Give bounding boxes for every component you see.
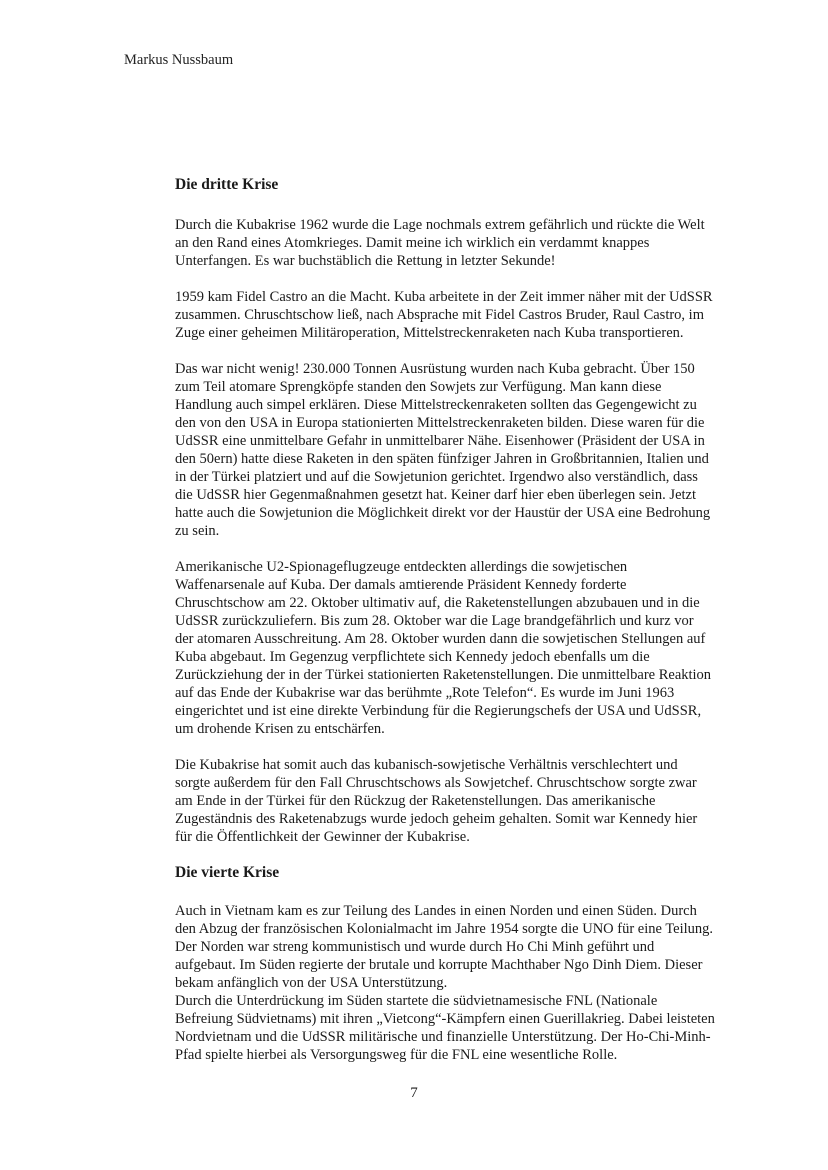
paragraph: Auch in Vietnam kam es zur Teilung des Landes in einen Norden und einen Süden. Durch den Abzug der französischen Kolonialmacht im Jahre 1954 sorgte die UNO für eine Teilung. Der Norden war streng kommunistisch und wurde durch Ho Chi Minh geführt und aufgebaut. Im Süden regierte der brutale und korrupte Machthaber Ngo Dinh Diem. Dieser bekam anfänglich von der USA Unterstützung. — [175, 903, 714, 991]
page-number: 7 — [410, 1085, 418, 1101]
paragraph: Durch die Unterdrückung im Süden startete die südvietnamesische FNL (Nationale Befreiung Südvietnams) mit ihren „Vietcong“-Kämpfern einen Guerillakrieg. Dabei leisteten Nordvietnam und die UdSSR militärische und finanzielle Unterstützung. Der Ho-Chi-Minh-Pfad spielte hierbei als Versorgungsweg für die FNL eine wesentliche Rolle. — [175, 993, 715, 1063]
paragraph: Amerikanische U2-Spionageflugzeuge entdeckten allerdings die sowjetischen Waffenarsenale auf Kuba. Der damals amtierende Präsident Kennedy forderte Chruschtschow am 22. Oktober ultimativ auf, die Raketenstellungen abzubauen und in die UdSSR zurückzuliefern. Bis zum 28. Oktober war die Lage brandgefährlich und kurz vor der atomaren Ausschreitung. Am 28. Oktober wurden dann die sowjetischen Stellungen auf Kuba abgebaut. Im Gegenzug verpflichtete sich Kennedy jedoch ebenfalls um die Zurückziehung der in der Türkei stationierten Raketenstellungen. Die unmittelbare Reaktion auf das Ende der Kubakrise war das berühmte „Rote Telefon“. Es wurde im Juni 1963 eingerichtet und ist eine direkte Verbindung für die Regierungschefs der USA und UdSSR, um drohende Krisen zu entschärfen. — [175, 559, 712, 737]
section-heading-third-crisis: Die dritte Krise — [175, 176, 279, 193]
section-heading-fourth-crisis: Die vierte Krise — [175, 864, 280, 881]
paragraph: 1959 kam Fidel Castro an die Macht. Kuba arbeitete in der Zeit immer näher mit der UdSSR zusammen. Chruschtschow ließ, nach Absprache mit Fidel Castros Bruder, Raul Castro, im Zuge einer geheimen Militäroperation, Mittelstreckenraketen nach Kuba transportieren. — [175, 289, 713, 341]
paragraph: Das war nicht wenig! 230.000 Tonnen Ausrüstung wurden nach Kuba gebracht. Über 150 zum Teil atomare Sprengköpfe standen den Sowjets zur Verfügung. Man kann diese Handlung auch simpel erklären. Diese Mittelstreckenraketen sollten das Gegengewicht zu den von den USA in Europa stationierten Mittelstreckenraketen bilden. Diese waren für die UdSSR eine unmittelbare Gefahr in unmittelbarer Nähe. Eisenhower (Präsident der USA in den 50ern) hatte diese Raketen in den späten fünfziger Jahren in Großbritannien, Italien und in der Türkei platziert und auf die Sowjetunion gerichtet. Irgendwo also verständlich, dass die UdSSR hier Gegenmaßnahmen gesetzt hat. Keiner darf hier eben überlegen sein. Jetzt hatte auch die Sowjetunion die Möglichkeit direkt vor der Haustür der USA eine Bedrohung zu sein. — [175, 361, 711, 539]
paragraph: Durch die Kubakrise 1962 wurde die Lage nochmals extrem gefährlich und rückte die Welt an den Rand eines Atomkrieges. Damit meine ich wirklich ein verdammt knappes Unterfangen. Es war buchstäblich die Rettung in letzter Sekunde! — [175, 217, 705, 269]
paragraph: Die Kubakrise hat somit auch das kubanisch-sowjetische Verhältnis verschlechtert und sorgte außerdem für den Fall Chruschtschows als Sowjetchef. Chruschtschow sorgte zwar am Ende in der Türkei für den Rückzug der Raketenstellungen. Das amerikanische Zugeständnis des Raketenabzugs wurde jedoch geheim gehalten. Somit war Kennedy hier für die Öffentlichkeit der Gewinner der Kubakrise. — [175, 757, 698, 845]
running-header-author: Markus Nussbaum — [124, 52, 234, 68]
document-body — [175, 176, 715, 1064]
